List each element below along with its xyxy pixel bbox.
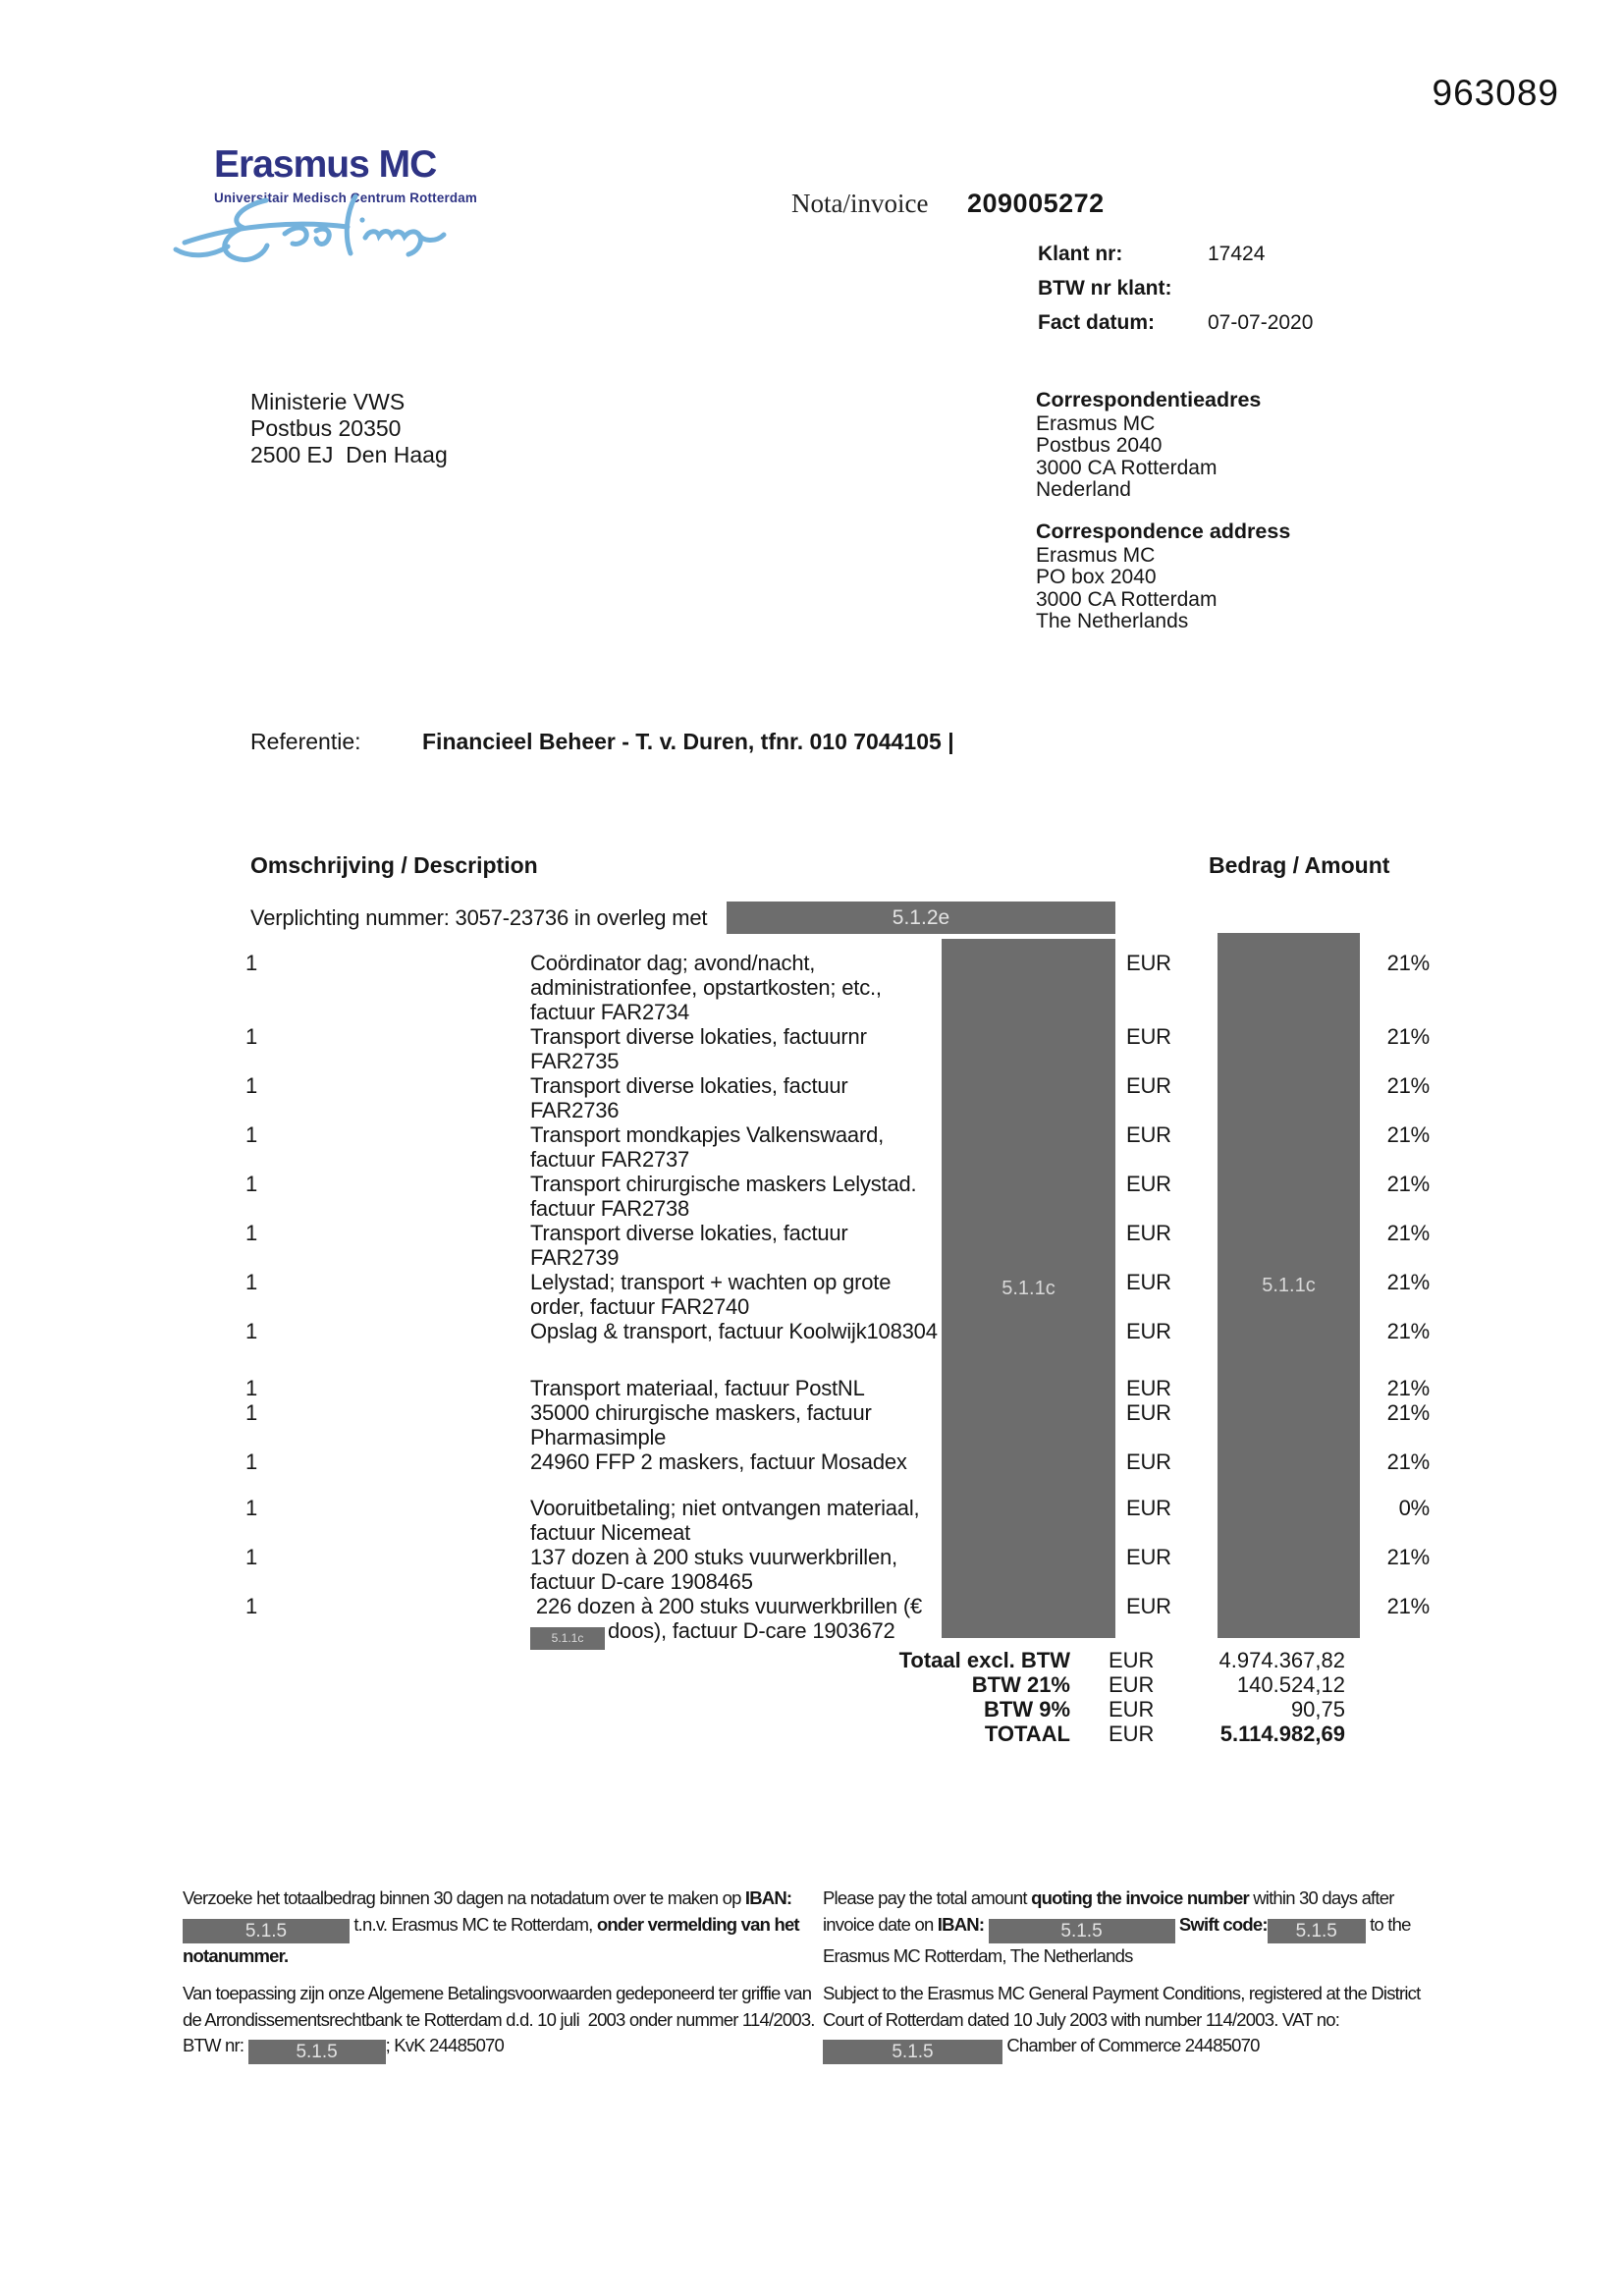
quantity-cell: 1 — [245, 1545, 258, 1569]
item-description — [530, 1319, 962, 1343]
footer-line — [183, 1912, 870, 1943]
vat-rate-cell: 21% — [1386, 951, 1430, 975]
description-line: Transport mondkapjes Valkenswaard, — [530, 1122, 885, 1147]
footer-paragraph — [823, 1981, 1510, 2064]
description-line: factuur FAR2737 — [530, 1147, 690, 1172]
quantity-cell: 1 — [245, 951, 258, 975]
totals-amount: 5.114.982,69 — [1219, 1722, 1345, 1746]
table-row — [244, 951, 1510, 1024]
meta-label: BTW nr klant: — [1038, 277, 1172, 300]
quantity-cell: 1 — [245, 1449, 258, 1474]
footer-text: ; KvK 24485070 — [385, 2035, 505, 2055]
address-line: Nederland — [1036, 478, 1131, 501]
footer-text: t.n.v. Erasmus MC te Rotterdam, — [350, 1913, 597, 1935]
column-header-amount: Bedrag / Amount — [1209, 852, 1390, 878]
invoice-meta — [1038, 243, 1313, 346]
table-row — [244, 1270, 1510, 1319]
description-line: Transport materiaal, factuur PostNL — [530, 1376, 865, 1400]
description-line: Vooruitbetaling; niet ontvangen materiaal, — [530, 1496, 920, 1520]
obligation-number-text: Verplichting nummer: 3057-23736 in overleg met — [250, 905, 708, 930]
address-line: The Netherlands — [1036, 610, 1189, 632]
description-line: 137 dozen à 200 stuks vuurwerkbrillen, — [530, 1545, 897, 1569]
footer-paragraph — [183, 1886, 870, 1969]
meta-label: Fact datum: — [1038, 311, 1156, 334]
totals-label: Totaal excl. BTW — [898, 1648, 1070, 1672]
footer-text: Please pay the total amount — [823, 1887, 1032, 1908]
vat-rate-cell: 21% — [1386, 1270, 1430, 1294]
footer-text: Van toepassing zijn onze Algemene Betalingsvoorwaarden gedeponeerd ter griffie van — [183, 1983, 812, 2003]
footer-line — [823, 1912, 1510, 1943]
description-line: Opslag & transport, factuur Koolwijk108304 — [530, 1319, 938, 1343]
description-line: Coördinator dag; avond/nacht, — [530, 951, 816, 975]
correspondence-en-header: Correspondence address — [1036, 519, 1291, 543]
address-line: Postbus 2040 — [1036, 434, 1163, 457]
address-line: 2500 EJ Den Haag — [250, 442, 448, 467]
description-line: order, factuur FAR2740 — [530, 1294, 750, 1319]
footer-text: quoting the invoice number — [1031, 1887, 1249, 1908]
footer-line — [823, 1886, 1510, 1912]
vat-rate-cell: 21% — [1386, 1122, 1430, 1147]
item-description — [530, 1376, 962, 1400]
description-line: Transport diverse lokaties, factuur — [530, 1221, 848, 1245]
vat-rate-cell: 21% — [1386, 1400, 1430, 1425]
totals-currency: EUR — [1109, 1697, 1155, 1722]
correspondence-nl-header: Correspondentieadres — [1036, 388, 1262, 411]
item-description — [530, 1594, 962, 1643]
totals-label: TOTAAL — [984, 1722, 1070, 1746]
reference-value: Financieel Beheer - T. v. Duren, tfnr. 010 7044105 | — [422, 729, 954, 754]
invoice-label: Nota/invoice — [791, 189, 929, 218]
description-line: FAR2736 — [530, 1098, 620, 1122]
quantity-cell: 1 — [245, 1594, 258, 1618]
meta-value: 07-07-2020 — [1208, 311, 1314, 334]
quantity-cell: 1 — [245, 1270, 258, 1294]
description-line: Transport diverse lokaties, factuur — [530, 1073, 848, 1098]
vat-rate-cell: 21% — [1386, 1545, 1430, 1569]
redaction-box: 5.1.5 — [823, 2040, 1002, 2064]
table-row — [244, 1221, 1510, 1270]
vat-rate-cell: 21% — [1386, 1172, 1430, 1196]
currency-cell: EUR — [1126, 1024, 1171, 1049]
redaction-label: 5.1.1c — [1001, 1277, 1056, 1299]
description-line: Transport chirurgische maskers Lelystad. — [530, 1172, 917, 1196]
item-description — [530, 1024, 962, 1073]
description-line: Transport diverse lokaties, factuurnr — [530, 1024, 867, 1049]
table-row — [244, 1545, 1510, 1594]
redaction-box-inline: 5.1.1c — [530, 1627, 605, 1650]
address-line: Postbus 20350 — [250, 415, 402, 441]
footer-paragraph — [823, 1886, 1510, 1969]
totals-currency: EUR — [1109, 1672, 1155, 1697]
redaction-box: 5.1.5 — [989, 1919, 1175, 1943]
table-row — [244, 1024, 1510, 1073]
description-line: 24960 FFP 2 maskers, factuur Mosadex — [530, 1449, 907, 1474]
redaction-label: 5.1.1c — [1262, 1274, 1316, 1296]
footer-right — [823, 1886, 1510, 2064]
description-line: factuur Nicemeat — [530, 1520, 691, 1545]
footer-text: Subject to the Erasmus MC General Payment Conditions, registered at the District — [823, 1983, 1421, 2003]
address-line: Erasmus MC — [1036, 543, 1156, 567]
table-row — [244, 1172, 1510, 1221]
item-description — [530, 1449, 962, 1474]
erasmus-signature-icon — [171, 187, 465, 269]
description-line: factuur D-care 1908465 — [530, 1569, 753, 1594]
footer-text: notanummer. — [183, 1944, 289, 1966]
footer-line — [183, 1981, 870, 2007]
footer-text: within 30 days after — [1248, 1887, 1394, 1908]
line-items — [244, 951, 1510, 1643]
correspondence-nl-lines — [1036, 413, 1261, 502]
correspondence-en-lines — [1036, 545, 1290, 633]
redaction-box: 5.1.5 — [248, 2040, 386, 2064]
quantity-cell: 1 — [245, 1221, 258, 1245]
table-row — [244, 1400, 1510, 1449]
logo-title: Erasmus MC — [214, 143, 437, 186]
totals-amount: 140.524,12 — [1236, 1672, 1345, 1697]
totals-label: BTW 21% — [971, 1672, 1070, 1697]
description-line: 35000 chirurgische maskers, factuur — [530, 1400, 872, 1425]
vat-rate-cell: 21% — [1386, 1594, 1430, 1618]
description-line: factuur FAR2738 — [530, 1196, 690, 1221]
quantity-cell: 1 — [245, 1376, 258, 1400]
totals-currency: EUR — [1109, 1722, 1155, 1746]
footer-text: de Arrondissementsrechtbank te Rotterdam d.d. 10 juli 2003 onder nummer 114/2003. — [183, 2008, 815, 2030]
currency-cell: EUR — [1126, 1376, 1171, 1400]
vat-rate-cell: 21% — [1386, 1449, 1430, 1474]
vat-rate-cell: 21% — [1386, 1024, 1430, 1049]
item-description — [530, 1221, 962, 1270]
invoice-number: 209005272 — [967, 189, 1105, 218]
item-description — [530, 1496, 962, 1545]
vat-rate-cell: 21% — [1386, 1221, 1430, 1245]
quantity-cell: 1 — [245, 1319, 258, 1343]
footer-line — [823, 1981, 1510, 2007]
item-description — [530, 1172, 962, 1221]
item-description — [530, 951, 962, 1024]
description-line: FAR2735 — [530, 1049, 620, 1073]
meta-row — [1038, 243, 1313, 277]
address-line: Ministerie VWS — [250, 389, 406, 414]
totals-label: BTW 9% — [984, 1697, 1070, 1722]
correspondence-address-nl — [1036, 389, 1261, 502]
currency-cell: EUR — [1126, 1545, 1171, 1569]
currency-cell: EUR — [1126, 1449, 1171, 1474]
description-line: Lelystad; transport + wachten op grote — [530, 1270, 892, 1294]
table-row — [244, 1073, 1510, 1122]
footer-text: to the — [1365, 1913, 1411, 1935]
footer-text: Verzoeke het totaalbedrag binnen 30 dagen na notadatum over te maken op — [183, 1887, 745, 1908]
item-description — [530, 1400, 962, 1449]
page-number: 963089 — [1432, 73, 1559, 113]
table-row — [244, 1449, 1510, 1474]
vat-rate-cell: 21% — [1386, 1376, 1430, 1400]
correspondence-address-en — [1036, 520, 1290, 633]
address-line: PO box 2040 — [1036, 566, 1157, 588]
currency-cell: EUR — [1126, 1221, 1171, 1245]
address-line: 3000 CA Rotterdam — [1036, 456, 1218, 479]
description-line: 226 dozen à 200 stuks vuurwerkbrillen (€ — [530, 1594, 923, 1618]
table-row — [244, 1319, 1510, 1343]
footer-line — [183, 2007, 870, 2034]
footer-text: Chamber of Commerce 24485070 — [1002, 2035, 1260, 2055]
totals-amount: 4.974.367,82 — [1218, 1648, 1345, 1672]
description-text: doos), factuur D-care 1903672 — [608, 1618, 895, 1643]
column-header-description: Omschrijving / Description — [250, 852, 538, 878]
currency-cell: EUR — [1126, 1496, 1171, 1520]
vat-rate-cell: 21% — [1386, 1073, 1430, 1098]
redaction-box: 5.1.5 — [1268, 1919, 1366, 1943]
totals-amount: 90,75 — [1290, 1697, 1345, 1722]
quantity-cell: 1 — [245, 1073, 258, 1098]
footer-text: onder vermelding van het — [596, 1913, 799, 1935]
item-description — [530, 1270, 962, 1319]
footer-text: IBAN: — [937, 1913, 985, 1935]
currency-cell: EUR — [1126, 1172, 1171, 1196]
footer-text: Swift code: — [1178, 1913, 1268, 1935]
meta-label: Klant nr: — [1038, 243, 1123, 265]
quantity-cell: 1 — [245, 1400, 258, 1425]
footer-paragraph — [183, 1981, 870, 2064]
footer-text: BTW nr: — [183, 2035, 248, 2055]
item-description — [530, 1545, 962, 1594]
quantity-cell: 1 — [245, 1496, 258, 1520]
table-row — [244, 1496, 1510, 1545]
table-row — [244, 1122, 1510, 1172]
vat-rate-cell: 21% — [1386, 1319, 1430, 1343]
table-row — [244, 1594, 1510, 1643]
table-row — [244, 1376, 1510, 1400]
quantity-cell: 1 — [245, 1172, 258, 1196]
redaction-box-obligation: 5.1.2e — [727, 902, 1115, 934]
footer-text: invoice date on — [823, 1913, 938, 1935]
recipient-address — [250, 389, 448, 468]
address-line: 3000 CA Rotterdam — [1036, 587, 1218, 611]
footer-line — [183, 2033, 870, 2064]
footer-left — [183, 1886, 870, 2064]
currency-cell: EUR — [1126, 1270, 1171, 1294]
reference-label: Referentie: — [250, 729, 361, 754]
footer-line — [183, 1886, 870, 1912]
currency-cell: EUR — [1126, 951, 1171, 975]
item-description — [530, 1073, 962, 1122]
totals-currency: EUR — [1109, 1648, 1155, 1672]
logo-subtitle: Universitair Medisch Centrum Rotterdam — [214, 191, 478, 205]
currency-cell: EUR — [1126, 1073, 1171, 1098]
description-line: factuur FAR2734 — [530, 1000, 690, 1024]
footer-line — [823, 2007, 1510, 2034]
address-line: Erasmus MC — [1036, 411, 1156, 435]
meta-row — [1038, 311, 1313, 346]
footer-line — [823, 2033, 1510, 2064]
item-description — [530, 1122, 962, 1172]
description-line: FAR2739 — [530, 1245, 620, 1270]
currency-cell: EUR — [1126, 1400, 1171, 1425]
footer-line — [183, 1943, 870, 1970]
description-line: Pharmasimple — [530, 1425, 667, 1449]
redaction-box: 5.1.5 — [183, 1919, 350, 1943]
currency-cell: EUR — [1126, 1122, 1171, 1147]
description-line: administrationfee, opstartkosten; etc., — [530, 975, 882, 1000]
footer-text: IBAN: — [744, 1887, 792, 1908]
footer-text: Erasmus MC Rotterdam, The Netherlands — [823, 1944, 1133, 1966]
currency-cell: EUR — [1126, 1594, 1171, 1618]
vat-rate-cell: 0% — [1398, 1496, 1430, 1520]
quantity-cell: 1 — [245, 1024, 258, 1049]
meta-row — [1038, 277, 1313, 311]
description-line — [530, 1618, 962, 1643]
meta-value: 17424 — [1208, 243, 1266, 265]
currency-cell: EUR — [1126, 1319, 1171, 1343]
footer-text: Court of Rotterdam dated 10 July 2003 with number 114/2003. VAT no: — [823, 2008, 1340, 2030]
footer-line — [823, 1943, 1510, 1970]
quantity-cell: 1 — [245, 1122, 258, 1147]
